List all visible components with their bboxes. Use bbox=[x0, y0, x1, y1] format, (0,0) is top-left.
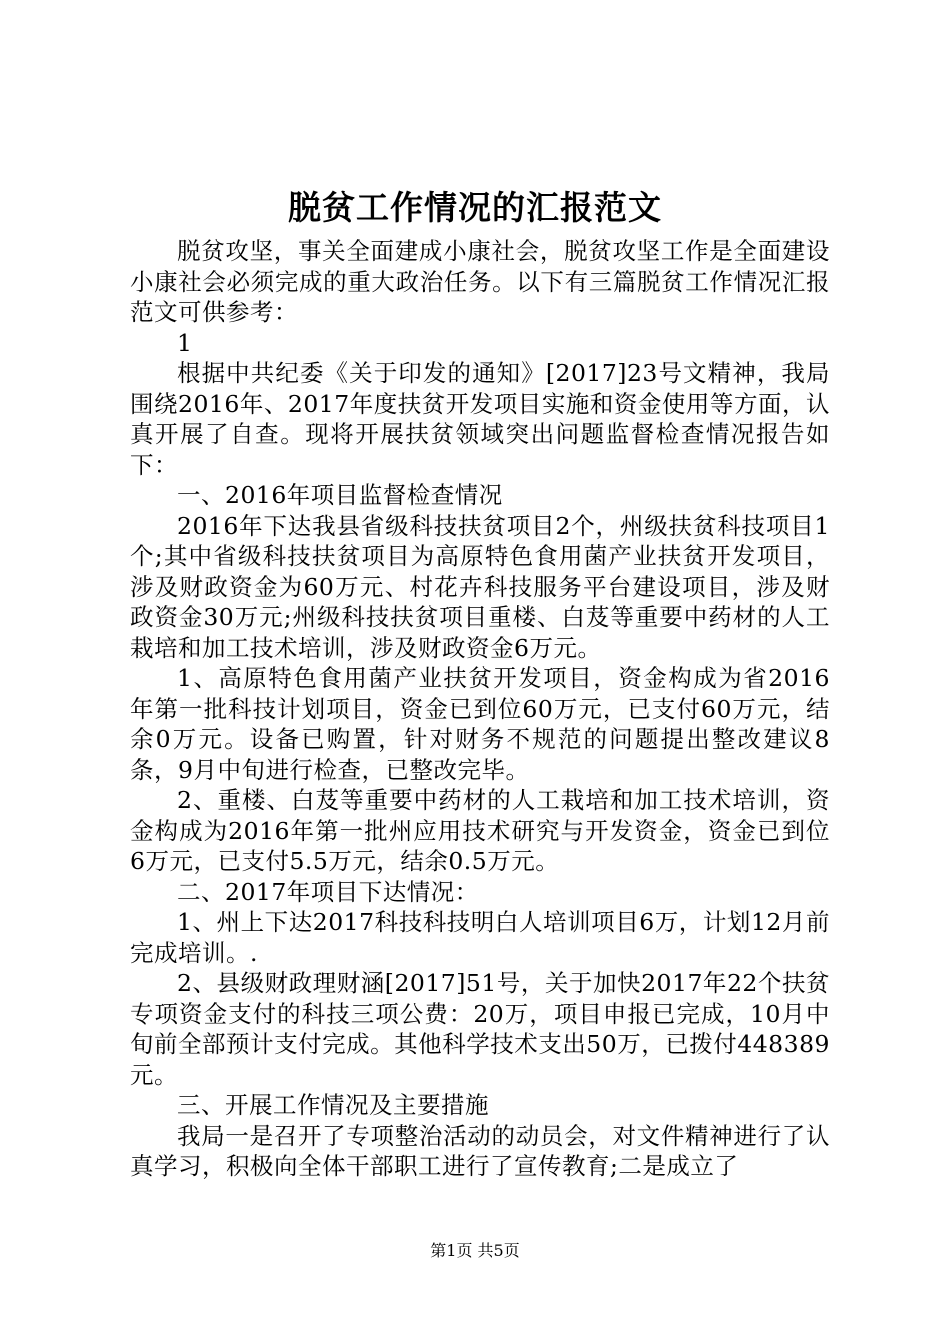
body-paragraph: 根据中共纪委《关于印发的通知》[2017]23号文精神，我局围绕2016年、2017年度扶贫开发项目实施和资金使用等方面，认真开展了自查。现将开展扶贫领域突出问题监督检查情况报告如下： bbox=[130, 359, 830, 479]
section-heading: 一、2016年项目监督检查情况 bbox=[177, 481, 503, 509]
document-title: 脱贫工作情况的汇报范文 bbox=[288, 188, 662, 227]
intro-paragraph: 脱贫攻坚，事关全面建成小康社会，脱贫攻坚工作是全面建设小康社会必须完成的重大政治任务。以下有三篇脱贫工作情况汇报范文可供参考： bbox=[130, 237, 830, 326]
list-item-paragraph: 2、重楼、白芨等重要中药材的人工栽培和加工技术培训，资金构成为2016年第一批州应用技术研究与开发资金，资金已到位6万元，已支付5.5万元，结余0.5万元。 bbox=[130, 786, 830, 875]
section-heading: 三、开展工作情况及主要措施 bbox=[177, 1091, 489, 1119]
document-body bbox=[130, 236, 830, 1182]
list-item-paragraph: 1、州上下达2017科技科技明白人培训项目6万，计划12月前完成培训。. bbox=[130, 908, 830, 967]
list-item-paragraph: 1、高原特色食用菌产业扶贫开发项目，资金构成为省2016年第一批科技计划项目，资金已到位60万元，已支付60万元，结余0万元。设备已购置，针对财务不规范的问题提出整改建议8条，9月中旬进行检查，已整改完毕。 bbox=[130, 664, 830, 784]
page-footer: 第1页 共5页 bbox=[430, 1241, 520, 1260]
section-number: 1 bbox=[177, 328, 193, 357]
section-heading: 二、2017年项目下达情况： bbox=[177, 877, 479, 906]
body-paragraph: 我局一是召开了专项整治活动的动员会，对文件精神进行了认真学习，积极向全体干部职工进行了宣传教育;二是成立了 bbox=[130, 1121, 830, 1180]
body-paragraph: 2016年下达我县省级科技扶贫项目2个，州级扶贫科技项目1个;其中省级科技扶贫项目为高原特色食用菌产业扶贫开发项目，涉及财政资金为60万元、村花卉科技服务平台建设项目，涉及财政资金30万元;州级科技扶贫项目重楼、白芨等重要中药材的人工栽培和加工技术培训，涉及财政资金6万元。 bbox=[130, 511, 830, 662]
list-item-paragraph: 2、县级财政理财涵[2017]51号，关于加快2017年22个扶贫专项资金支付的科技三项公费：20万，项目申报已完成，10月中旬前全部预计支付完成。其他科学技术支出50万，已拨付448389元。 bbox=[130, 969, 830, 1089]
